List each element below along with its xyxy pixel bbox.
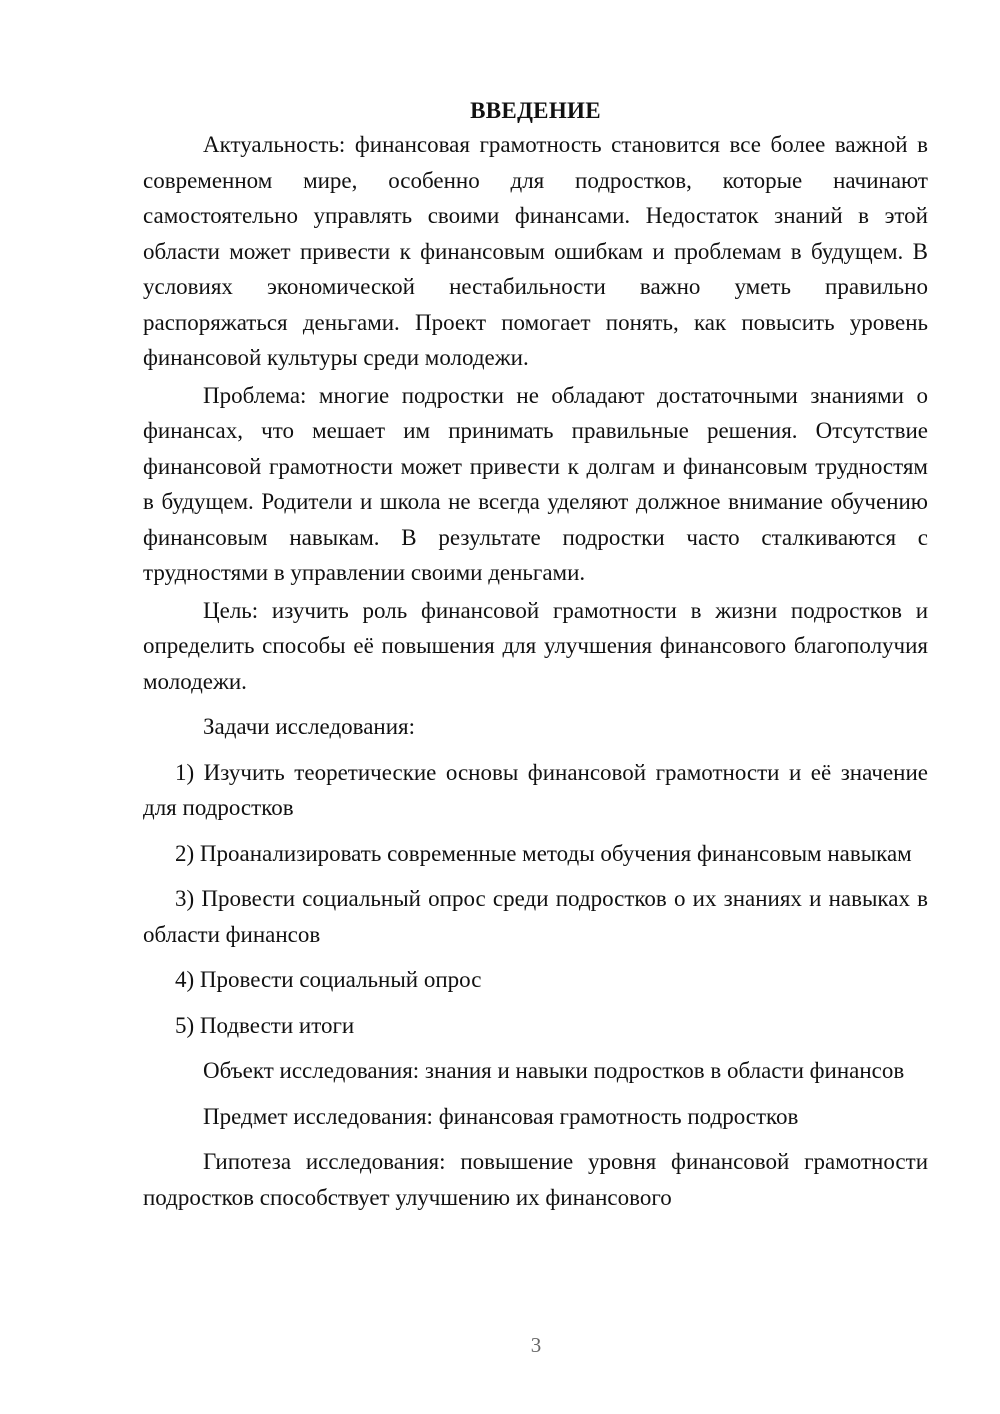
task-item-5: 5) Подвести итоги [175, 1012, 355, 1038]
paragraph-object: Объект исследования: знания и навыки подростков в области финансов [203, 1058, 905, 1083]
page-content [143, 94, 928, 1215]
tasks-heading: Задачи исследования: [203, 714, 416, 739]
page-title: ВВЕДЕНИЕ [470, 98, 601, 123]
paragraph-problem: Проблема: многие подростки не обладают достаточными знаниями о финансах, что мешает им принимать правильные решения. Отсутствие финансовой грамотности может привести к долгам и финансовым трудностям в будущем. Родители и школа не всегда уделяют должное внимание обучению финансовым навыкам. В результате подростки часто сталкиваются с трудностями в управлении своими деньгами. [143, 382, 928, 585]
paragraph-relevance: Актуальность: финансовая грамотность становится все более важной в современном мире, особенно для подростков, которые начинают самостоятельно управлять своими финансами. Недостаток знаний в этой области может привести к финансовым ошибкам и проблемам в будущем. В условиях экономической нестабильности важно уметь правильно распоряжаться деньгами. Проект помогает понять, как повысить уровень финансовой культуры среди молодежи. [143, 132, 928, 370]
paragraph-subject: Предмет исследования: финансовая грамотность подростков [203, 1103, 799, 1129]
page-number: 3 [530, 1333, 542, 1357]
task-item-1: 1) Изучить теоретические основы финансовой грамотности и её значение для подростков [143, 759, 928, 820]
task-item-2: 2) Проанализировать современные методы обучения финансовым навыкам [175, 840, 912, 866]
paragraph-goal: Цель: изучить роль финансовой грамотности в жизни подростков и определить способы её повышения для улучшения финансового благополучия молодежи. [143, 597, 928, 694]
task-item-4: 4) Провести социальный опрос [175, 967, 482, 992]
task-item-3: 3) Провести социальный опрос среди подростков о их знаниях и навыках в области финансов [143, 886, 928, 947]
paragraph-hypothesis: Гипотеза исследования: повышение уровня финансовой грамотности подростков способствует улучшению их финансового [143, 1149, 928, 1210]
